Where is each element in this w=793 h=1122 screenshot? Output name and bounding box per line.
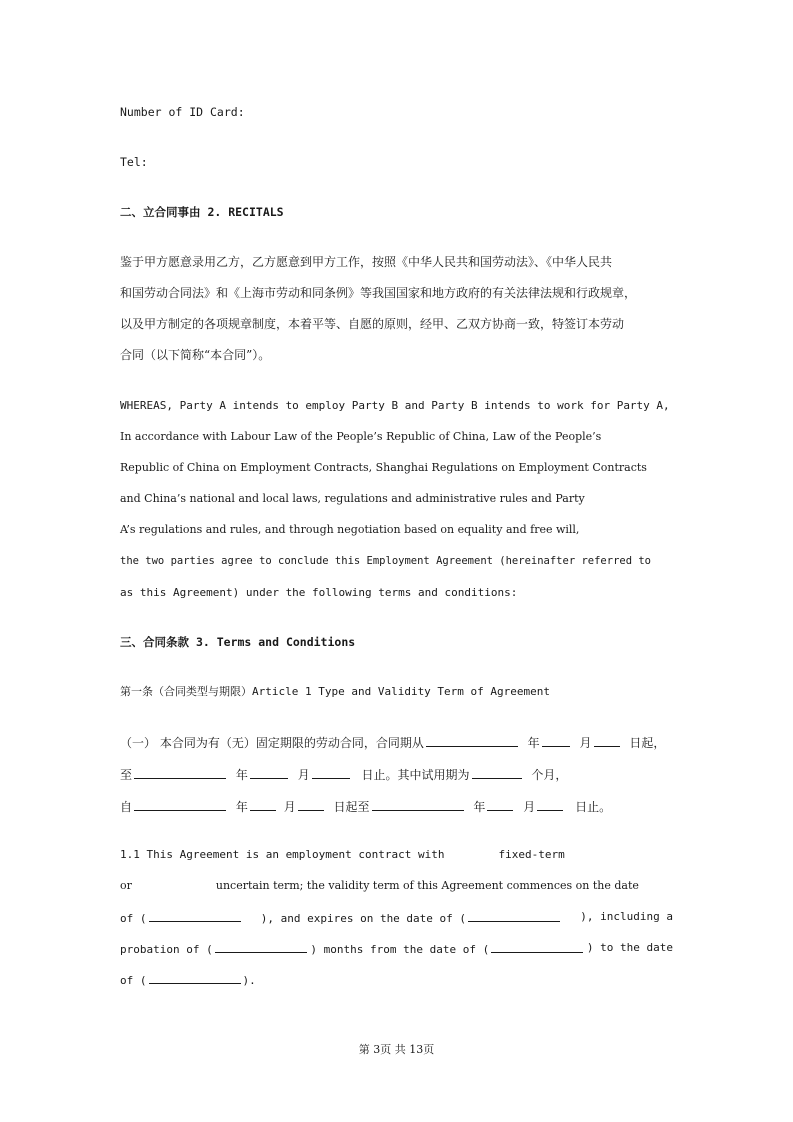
end-day-blank[interactable] [312,766,350,779]
probation-start-year-blank[interactable] [134,798,226,811]
year-label: 年 [235,800,248,814]
close-label: ). [242,974,256,987]
month-label: 月 [523,800,536,814]
recital-en-line-4: and China’s national and local laws, regulations and administrative rules and Party [120,492,585,505]
day-until-label: 日起至 [333,800,370,814]
uncertain-term-text: uncertain term; the validity term of this Agreement commences on the date [215,879,639,892]
en-clause-line-5 [120,971,256,989]
probation-from-date-blank[interactable] [491,940,583,953]
end-year-blank[interactable] [134,766,226,779]
year-label: 年 [527,736,540,750]
probation-start-month-blank[interactable] [250,798,276,811]
probation-end-day-blank[interactable] [537,798,563,811]
recital-en-line-2: In accordance with Labour Law of the People’s Republic of China, Law of the People’s [120,430,602,443]
to-the-date-label: ) to the date [586,941,673,954]
section2-heading [120,204,284,220]
article1-heading-en: Article 1 Type and Validity Term of Agreement [252,685,551,698]
commence-date-blank[interactable] [149,909,241,922]
start-month-blank[interactable] [542,734,570,747]
recital-cn-line-3: 以及甲方制定的各项规章制度，本着平等、自愿的原则，经甲、乙双方协商一致，特签订本劳动 [120,317,625,331]
expire-date-blank[interactable] [468,909,560,922]
section2-heading-en: 2. RECITALS [207,205,284,219]
section3-heading [120,634,355,650]
en-clause-intro: 1.1 This Agreement is an employment contract with [120,848,445,861]
of-open-label-2: of ( [120,974,147,987]
section2-heading-cn: 二、立合同事由 [120,205,201,219]
recital-en-line-3: Republic of China on Employment Contracts, Shanghai Regulations on Employment Contracts [120,461,647,474]
months-from-label: ) months from the date of ( [310,943,490,956]
recital-cn-line-4: 合同（以下简称“本合同”）。 [120,348,271,362]
year-label: 年 [235,768,248,782]
recital-en-line-7: as this Agreement) under the following terms and conditions: [120,586,518,599]
article1-heading [120,684,550,700]
month-label: 月 [283,800,296,814]
start-year-blank[interactable] [426,734,518,747]
fixed-term-label: fixed-term [498,848,565,861]
months-label: 个月， [531,768,568,782]
cn-clause-line-3 [120,798,611,815]
probation-months-en-blank[interactable] [215,940,307,953]
of-open-label: of ( [120,912,147,925]
end-month-blank[interactable] [250,766,288,779]
id-card-label: Number of ID Card: [120,105,245,119]
start-day-blank[interactable] [594,734,620,747]
recital-en-line-5: A’s regulations and rules, and through negotiation based on equality and free will, [120,523,580,536]
cn-clause-line-2 [120,766,567,783]
day-end-label: 日止。 [575,800,612,814]
section3-heading-en: 3. Terms and Conditions [195,635,356,649]
month-label: 月 [297,768,310,782]
recital-cn-line-1: 鉴于甲方愿意录用乙方，乙方愿意到甲方工作，按照《中华人民共和国劳动法》、《中华人民共 [120,255,613,269]
month-label: 月 [579,736,592,750]
probation-end-year-blank[interactable] [372,798,464,811]
recital-en-line-6: the two parties agree to conclude this Employment Agreement (hereinafter referred to [120,555,652,567]
en-clause-line-1 [120,847,565,863]
en-clause-line-4 [120,940,673,958]
from-label: 自 [120,800,133,814]
recital-cn-line-2: 和国劳动合同法》和《上海市劳动和同条例》等我国国家和地方政府的有关法律法规和行政规章， [120,286,637,300]
to-label: 至 [120,768,133,782]
probation-months-blank[interactable] [472,766,522,779]
page-footer: 第 3页 共 13页 [358,1043,435,1056]
day-start-label: 日起， [629,736,666,750]
section3-heading-cn: 三、合同条款 [120,635,189,649]
including-label: ), including a [580,910,673,923]
article1-heading-cn: 第一条（合同类型与期限） [120,685,252,698]
en-clause-line-3 [120,909,673,927]
expires-label: ), and expires on the date of ( [260,912,467,925]
cn-clause-intro: （一） 本合同为有（无）固定期限的劳动合同，合同期从 [120,736,424,750]
recital-en-line-1: WHEREAS, Party A intends to employ Party B and Party B intends to work for Party A, [120,399,670,412]
probation-label: 日止。其中试用期为 [361,768,470,782]
en-clause-line-2 [120,878,639,894]
or-label: or [120,879,132,892]
probation-to-date-blank[interactable] [149,971,241,984]
year-label: 年 [473,800,486,814]
probation-open-label: probation of ( [120,943,213,956]
probation-start-day-blank[interactable] [298,798,324,811]
cn-clause-line-1 [120,734,665,751]
tel-label: Tel: [120,155,148,169]
probation-end-month-blank[interactable] [487,798,513,811]
